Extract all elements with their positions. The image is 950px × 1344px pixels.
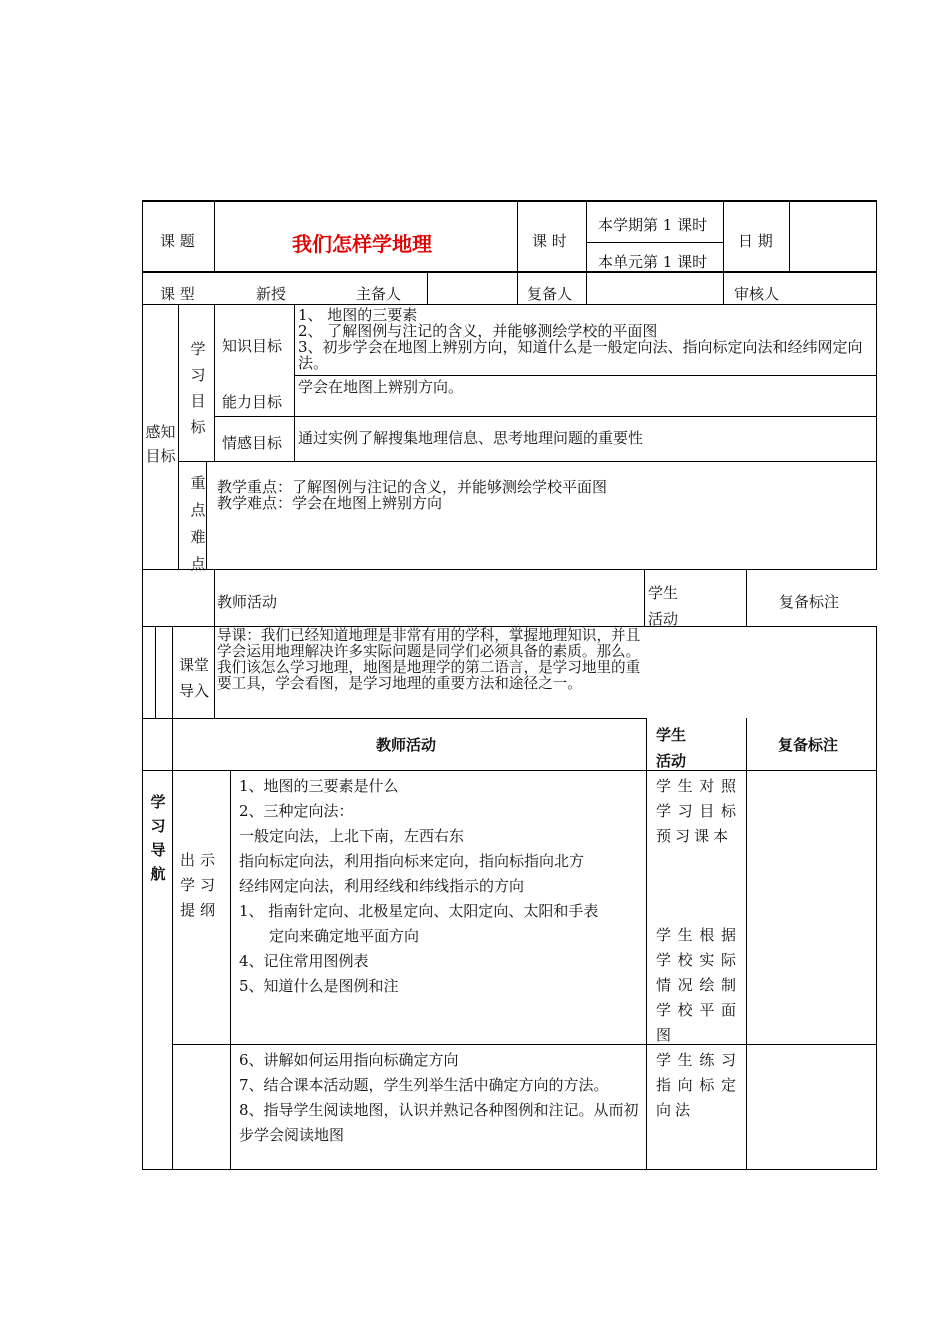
guide-teacher-header: 教师活动 xyxy=(376,736,437,754)
key-difficulty-label: 重点难点 xyxy=(190,474,206,573)
guide-section-label: 学习导航 xyxy=(150,793,166,883)
intro-label: 课堂导入 xyxy=(178,656,209,700)
outline-line: 经纬网定向法，利用经线和纬线指示的方向 xyxy=(239,877,525,895)
period-unit: 本单元第 1 课时 xyxy=(598,253,708,271)
guide-sub-label: 出示学习提纲 xyxy=(180,851,221,919)
author-label: 主备人 xyxy=(356,285,402,303)
student-activity-1: 学生对照学习目标预习课本 xyxy=(656,777,740,845)
date-label: 日 期 xyxy=(738,232,773,250)
outline-block-2 xyxy=(239,1048,643,1148)
outline-line: 1、 指南针定向、北极星定向、太阳定向、太阳和手表 xyxy=(239,902,599,920)
ability-label: 能力目标 xyxy=(222,393,283,411)
knowledge-line-3: 3、初步学会在地图上辨别方向，知道什么是一般定向法、指向标定向法和经纬网定向法。 xyxy=(298,338,863,372)
emotion-text: 通过实例了解搜集地理信息、思考地理问题的重要性 xyxy=(298,429,644,447)
outline-line: 8、指导学生阅读地图，认识并熟记各种图例和注记。从而初步学会阅读地图 xyxy=(239,1101,639,1144)
goals-group-label: 感知目标 xyxy=(145,423,176,465)
checker-label: 审核人 xyxy=(734,285,780,303)
emotion-label: 情感目标 xyxy=(222,434,283,452)
knowledge-line-2: 2、 了解图例与注记的含义，并能够测绘学校的平面图 xyxy=(298,322,658,340)
page-title: 我们怎样学地理 xyxy=(292,232,432,256)
guide-student-header: 学生活动 xyxy=(656,726,687,770)
guide-note-header: 复备标注 xyxy=(778,736,839,754)
knowledge-label: 知识目标 xyxy=(222,337,283,355)
student-activity-2: 学生根据学校实际情况绘制学校平面图 xyxy=(656,926,740,1044)
reviewer-label: 复备人 xyxy=(527,285,573,303)
key-points xyxy=(217,479,817,511)
type-value: 新授 xyxy=(256,285,287,303)
outline-line: 6、讲解如何运用指向标确定方向 xyxy=(239,1051,459,1069)
outline-line: 一般定向法，上北下南，左西右东 xyxy=(239,827,465,845)
outline-line: 指向标定向法，利用指向标来定向，指向标指向北方 xyxy=(239,852,585,870)
student-activity-3: 学生练习指向标定向法 xyxy=(656,1051,740,1119)
study-goals-label: 学习目标 xyxy=(190,340,206,436)
difficulty-point: 教学难点：学会在地图上辨别方向 xyxy=(217,494,443,512)
knowledge-line-1: 1、 地图的三要素 xyxy=(298,306,418,324)
outline-line: 2、三种定向法： xyxy=(239,802,354,820)
intro-text: 导课：我们已经知道地理是非常有用的学科，掌握地理知识，并且学会运用地理解决许多实际问题是同学们必须具备的素质。那么。我们该怎么学习地理，地图是地理学的第二语言，是学习地里的重要工具，学会看图，是学习地理的重要方法和途径之一。 xyxy=(217,627,641,692)
outline-line: 1、地图的三要素是什么 xyxy=(239,777,399,795)
student-activity-header: 学生活动 xyxy=(648,584,679,628)
outline-block-1 xyxy=(239,774,643,999)
teacher-activity-header: 教师活动 xyxy=(217,593,278,611)
ability-text: 学会在地图上辨别方向。 xyxy=(298,378,464,396)
period-semester: 本学期第 1 课时 xyxy=(598,216,708,234)
knowledge-content xyxy=(298,307,874,371)
outline-line: 5、知道什么是图例和注 xyxy=(239,977,399,995)
topic-label: 课 题 xyxy=(160,232,195,250)
outline-line: 4、记住常用图例表 xyxy=(239,952,369,970)
period-label: 课 时 xyxy=(532,232,567,250)
note-header: 复备标注 xyxy=(779,593,840,611)
type-label: 课 型 xyxy=(160,285,195,303)
key-point: 教学重点：了解图例与注记的含义，并能够测绘学校平面图 xyxy=(217,478,608,496)
outline-line: 定向来确定地平面方向 xyxy=(269,927,420,945)
outline-line: 7、结合课本活动题，学生列举生活中确定方向的方法。 xyxy=(239,1076,609,1094)
